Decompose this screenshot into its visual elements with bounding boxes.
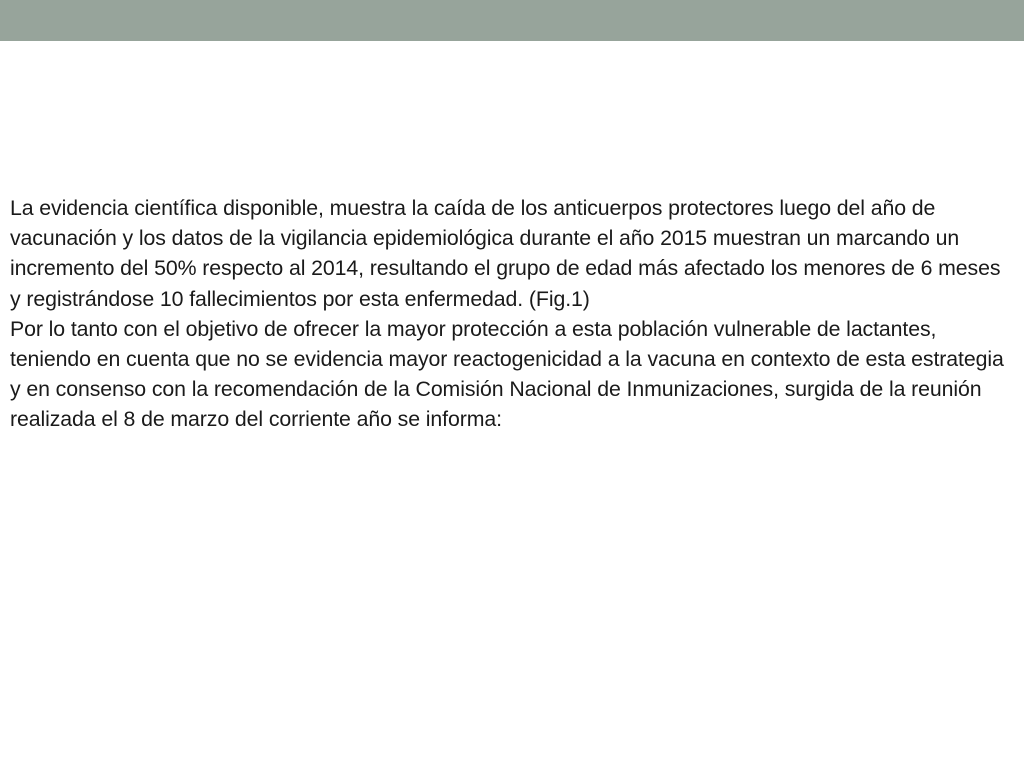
slide-body-text (10, 193, 1015, 435)
paragraph-recomendacion: Por lo tanto con el objetivo de ofrecer la mayor protección a esta población vulnerable de lactantes, teniendo en cuenta que no se evidencia mayor reactogenicidad a la vacuna en contexto de esta estrategia y en consenso con la recomendación de la Comisión Nacional de Inmunizaciones, surgida de la reunión realizada el 8 de marzo del corriente año se informa: (10, 316, 1004, 432)
slide-header-bar (0, 0, 1024, 41)
paragraph-evidencia: La evidencia científica disponible, muestra la caída de los anticuerpos protectores luego del año de vacunación y los datos de la vigilancia epidemiológica durante el año 2015 muestran un marcando un incremento del 50% respecto al 2014, resultando el grupo de edad más afectado los menores de 6 meses y registrándose 10 fallecimientos por esta enfermedad. (Fig.1) (10, 196, 1001, 311)
